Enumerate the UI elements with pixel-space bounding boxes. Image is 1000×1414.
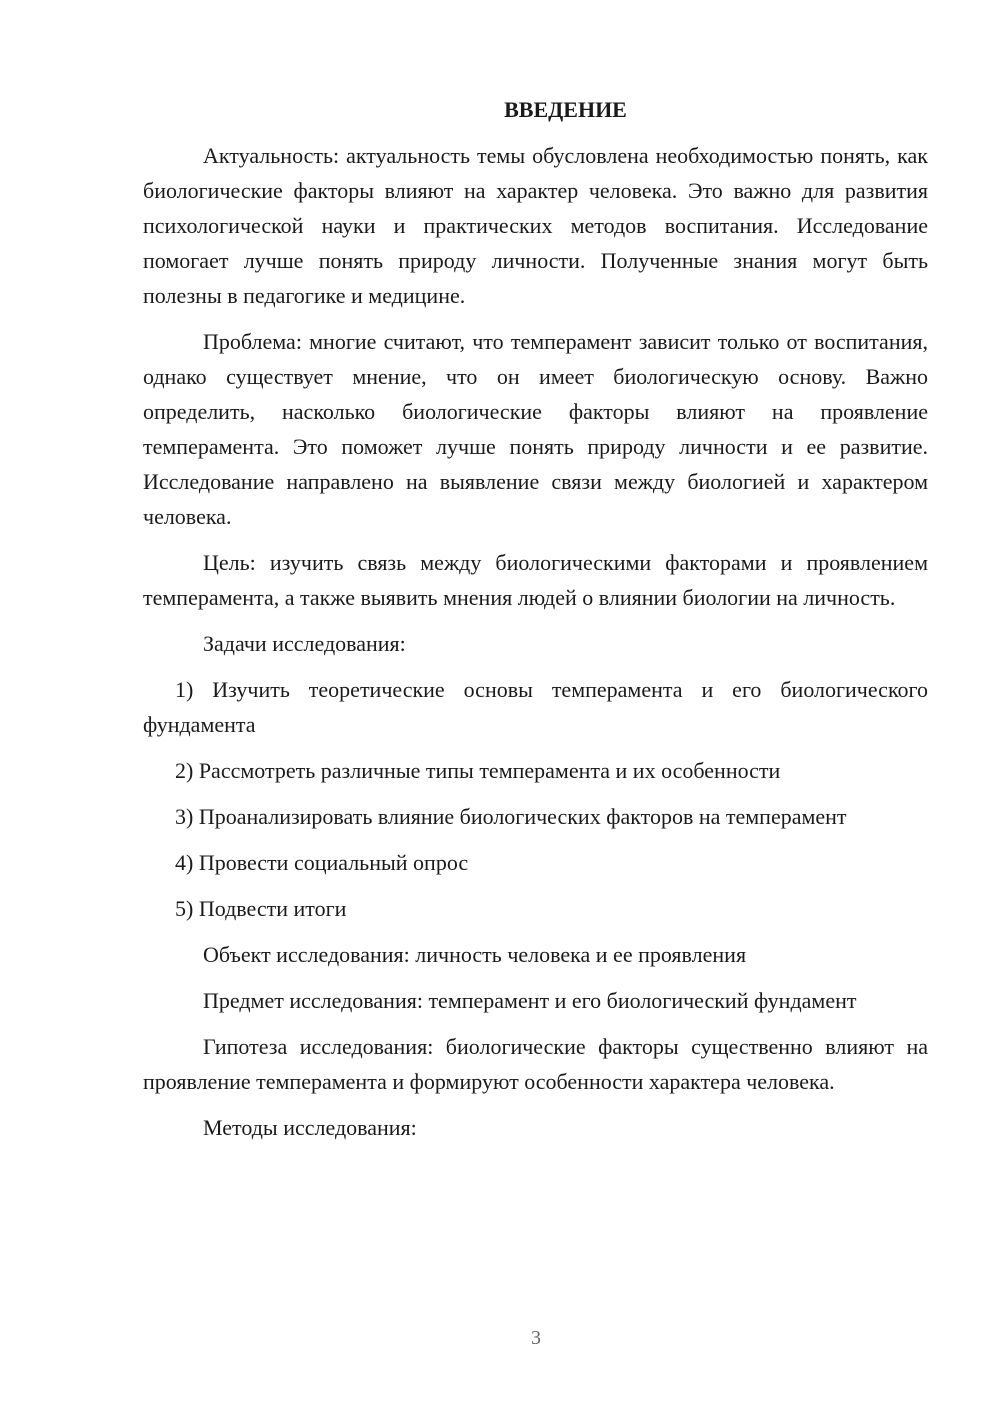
paragraph-object: Объект исследования: личность человека и ее проявления xyxy=(203,942,747,967)
document-page xyxy=(143,92,928,1156)
paragraph-hypothesis: Гипотеза исследования: биологические факторы существенно влияют на проявление темперамента и формируют особенности характера человека. xyxy=(143,1034,928,1094)
page-number: 3 xyxy=(531,1327,541,1349)
paragraph-tasks-heading: Задачи исследования: xyxy=(203,631,406,656)
paragraph-problem: Проблема: многие считают, что темперамент зависит только от воспитания, однако существует мнение, что он имеет биологическую основу. Важно определить, насколько биологические факторы влияют на проявление темперамента. Это поможет лучше понять природу личности и ее развитие. Исследование направлено на выявление связи между биологией и характером человека. xyxy=(143,329,928,529)
paragraph-subject: Предмет исследования: темперамент и его биологический фундамент xyxy=(203,988,857,1013)
task-item-5: 5) Подвести итоги xyxy=(175,896,347,921)
task-item-2: 2) Рассмотреть различные типы темперамента и их особенности xyxy=(175,758,781,783)
task-item-3: 3) Проанализировать влияние биологических факторов на темперамент xyxy=(175,804,847,829)
task-item-1: 1) Изучить теоретические основы темперамента и его биологического фундамента xyxy=(143,677,928,737)
paragraph-methods: Методы исследования: xyxy=(203,1115,417,1140)
paragraph-goal: Цель: изучить связь между биологическими факторами и проявлением темперамента, а также выявить мнения людей о влиянии биологии на личность. xyxy=(143,550,928,610)
task-item-4: 4) Провести социальный опрос xyxy=(175,850,469,875)
paragraph-relevance: Актуальность: актуальность темы обусловлена необходимостью понять, как биологические факторы влияют на характер человека. Это важно для развития психологической науки и практических методов воспитания. Исследование помогает лучше понять природу личности. Полученные знания могут быть полезны в педагогике и медицине. xyxy=(143,143,928,308)
document-title: ВВЕДЕНИЕ xyxy=(504,97,627,122)
